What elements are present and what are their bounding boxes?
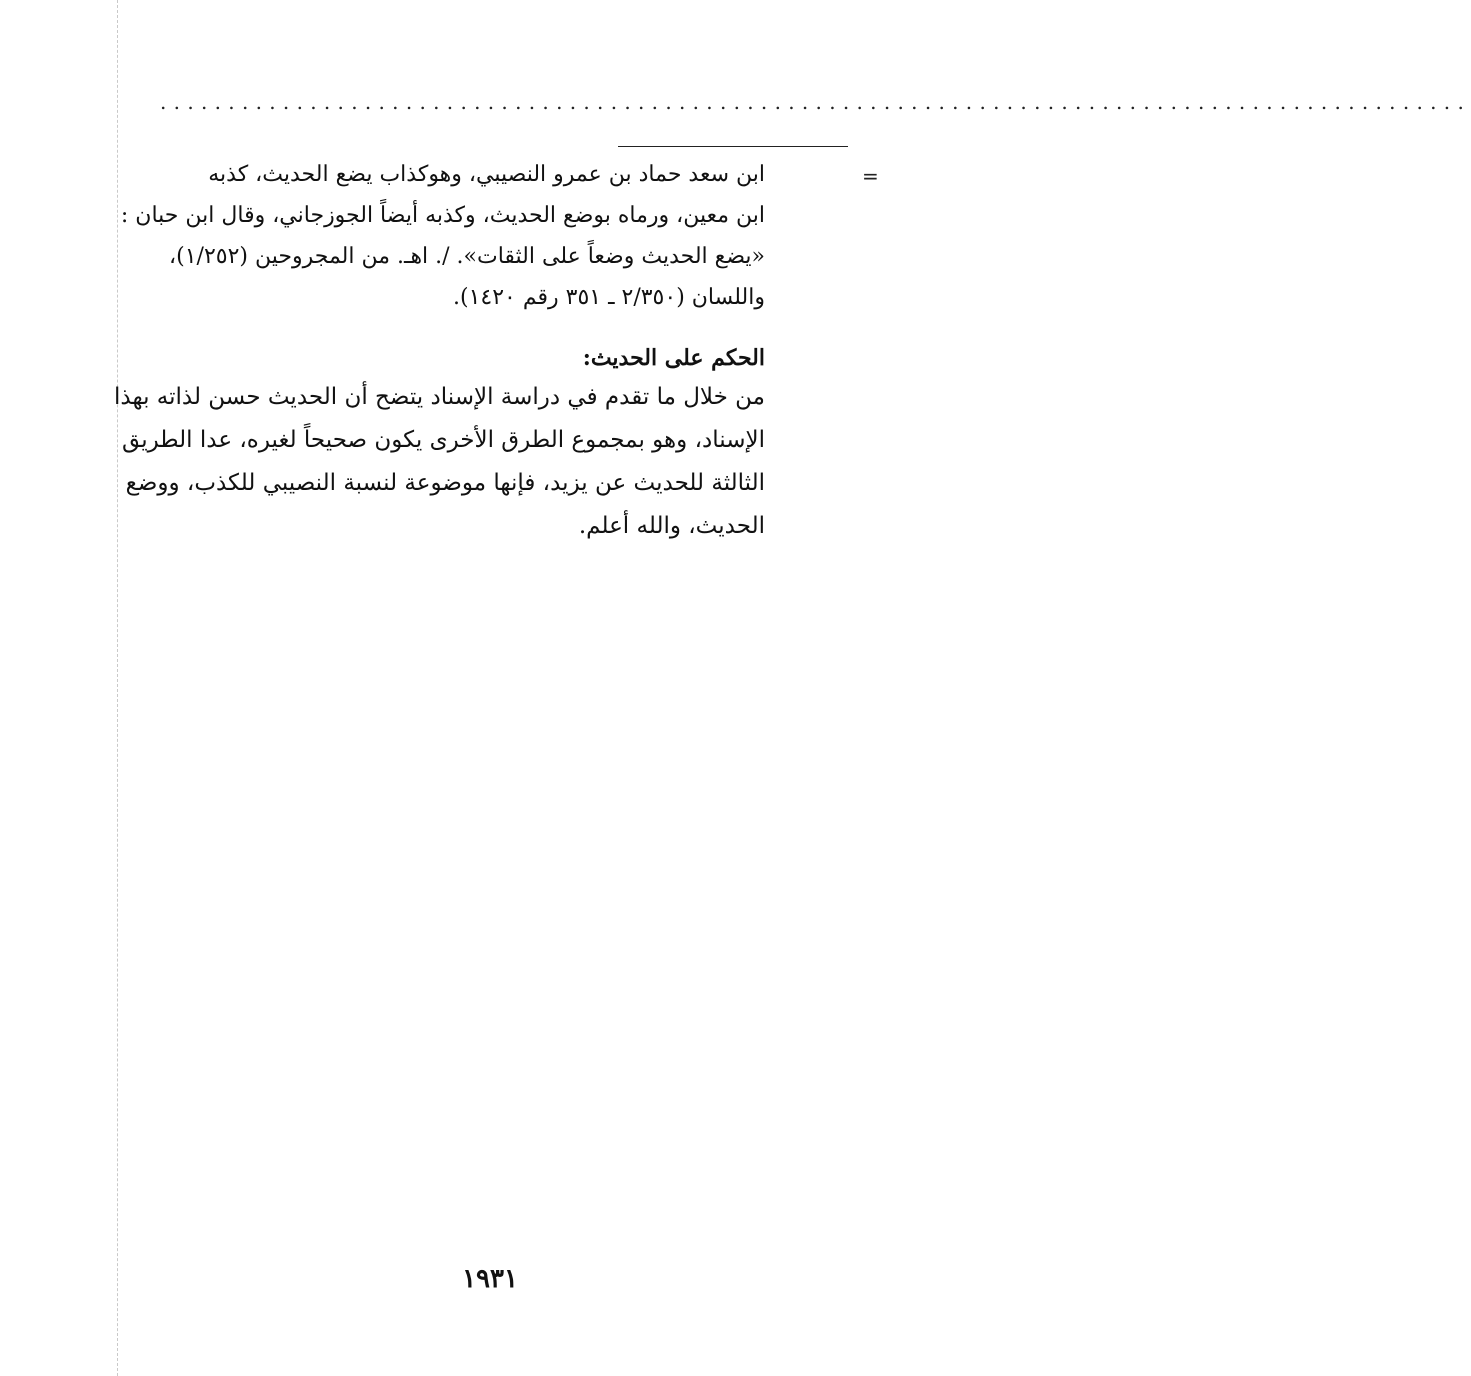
scan-edge-line <box>117 0 118 1376</box>
footnote-rule <box>618 146 848 147</box>
paragraph-line: من خلال ما تقدم في دراسة الإسناد يتضح أن الحديث حسن لذاته بهذا <box>114 384 765 410</box>
footnote-paragraph <box>120 154 765 318</box>
footnote-line: واللسان (٢/٣٥٠ ـ ٣٥١ رقم ١٤٢٠). <box>453 285 765 310</box>
continuation-mark: = <box>862 164 879 188</box>
paragraph-line: الإسناد، وهو بمجموع الطرق الأخرى يكون صحيحاً لغيره، عدا الطريق <box>122 427 765 453</box>
footnote-line: ابن سعد حماد بن عمرو النصيبي، وهوكذاب يضع الحديث، كذبه <box>208 162 765 187</box>
footnote-line: «يضع الحديث وضعاً على الثقات». /. اهـ. من المجروحين (١/٢٥٢)، <box>169 244 765 269</box>
page-number: ١٩٣١ <box>462 1264 518 1294</box>
footnote-line: ابن معين، ورماه بوضع الحديث، وكذبه أيضاً الجوزجاني، وقال ابن حبان : <box>120 203 765 228</box>
separator-dots: ................................................................................................ <box>160 90 1471 114</box>
paragraph-line: الحديث، والله أعلم. <box>578 513 765 539</box>
judgement-paragraph <box>114 376 765 548</box>
section-heading: الحكم على الحديث: <box>582 345 765 371</box>
paragraph-line: الثالثة للحديث عن يزيد، فإنها موضوعة لنسبة النصيبي للكذب، ووضع <box>125 470 765 496</box>
